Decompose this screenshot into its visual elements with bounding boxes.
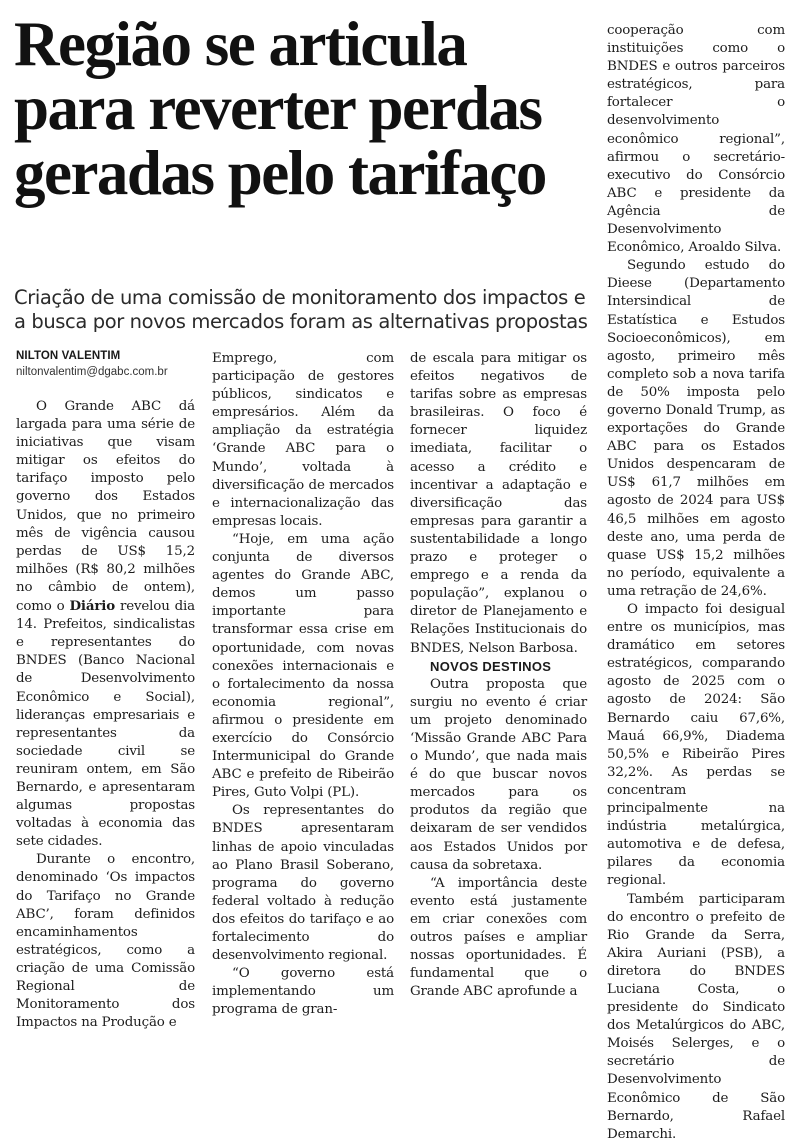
deck-subtitle: Criação de uma comissão de monitoramento dos impactos e a busca por novos mercados foram as alternativas propostas xyxy=(14,286,588,333)
newspaper-name: Diário xyxy=(69,598,116,615)
headline: Região se articula para reverter perdas geradas pelo tarifaço xyxy=(14,9,546,208)
section-subhead: NOVOS DESTINOS xyxy=(430,658,552,674)
paragraph: Durante o encontro, denominado ‘Os impactos do Tarifaço no Grande ABC’, foram definidos encaminhamentos estratégicos, como a criação de uma Comissão Regional de Monitoramento dos Impactos na Produção e xyxy=(16,852,195,1031)
text-run: O Grande ABC dá largada para uma série de iniciativas que visam mitigar os efeitos do tarifaço imposto pelo governo dos Estados Unidos, que no primeiro mês de vigência causou perdas de US$ 15,2 milhões (R$ 80,2 milhões no câmbio de ontem), como o xyxy=(16,399,195,615)
paragraph: de escala para mitigar os efeitos negativos de tarifas sobre as empresas brasileiras. O foco é fornecer liquidez imediata, facilitar o acesso a crédito e incentivar a adaptação e diversificação das empresas para garantir a sustentabilidade a longo prazo e proteger o emprego e a renda da população”, explanou o diretor de Planejamento e Relações Institucionais do BNDES, Nelson Barbosa. xyxy=(410,351,587,656)
author-name: NILTON VALENTIM xyxy=(16,350,121,362)
paragraph: O impacto foi desigual entre os municípios, mas dramático em setores estratégicos, comparando agosto de 2025 com o agosto de 2024: São Bernardo caiu 67,6%, Mauá 66,9%, Diadema 50,5% e Ribeirão Pires 32,2%. As perdas se concentram principalmente na indústria metalúrgica, automotiva e de defesa, pilares da economia regional. xyxy=(607,602,785,889)
author-email: niltonvalentim@dgabc.com.br xyxy=(16,366,168,378)
paragraph: “Hoje, em uma ação conjunta de diversos agentes do Grande ABC, demos um passo importante para transformar essa crise em oportunidade, com novas conexões internacionais e o fortalecimento da nossa economia regional”, afirmou o presidente em exercício do Consórcio Intermunicipal do Grande ABC e prefeito de Ribeirão Pires, Guto Volpi (PL). xyxy=(212,531,394,801)
paragraph: “A importância deste evento está justamente em criar conexões com outros países e ampliar nossas oportunidades. É fundamental que o Grande ABC aprofunde a xyxy=(410,875,587,1000)
column-1 xyxy=(16,398,195,1032)
column-3 xyxy=(410,350,587,1001)
paragraph: Outra proposta que surgiu no evento é criar um projeto denominado ‘Missão Grande ABC Para o Mundo’, que nada mais é do que buscar novos mercados para os produtos da região que deixaram de ser vendidos aos Estados Unidos por causa da sobretaxa. xyxy=(410,676,587,873)
paragraph xyxy=(16,398,195,851)
byline xyxy=(16,350,168,378)
paragraph: Os representantes do BNDES apresentaram linhas de apoio vinculadas ao Plano Brasil Soberano, programa do governo federal voltado à redução dos efeitos do tarifaço e ao fortalecimento do desenvolvimento regional. xyxy=(212,803,394,964)
paragraph: “O governo está implementando um programa de gran- xyxy=(212,966,394,1018)
paragraph: Também participaram do encontro o prefeito de Rio Grande da Serra, Akira Auriani (PSB), a diretora do BNDES Luciana Costa, o presidente do Sindicato dos Metalúrgicos do ABC, Moisés Selerges, e o secretário de Desenvolvimento Econômico de São Bernardo, Rafael Demarchi. xyxy=(607,891,785,1142)
text-run: revelou dia 14. Prefeitos, sindicalistas e representantes do BNDES (Banco Nacional de Desenvolvimento Econômico e Social), lideranças empresariais e representantes da sociedade civil se reuniram ontem, em São Bernardo, e apresentaram algumas propostas voltadas à economia das sete cidades. xyxy=(16,599,195,850)
paragraph: Segundo estudo do Dieese (Departamento Intersindical de Estatística e Estudos Socioeconômicos), em agosto, primeiro mês completo sob a nova tarifa de 50% imposta pelo governo Donald Trump, as exportações do Grande ABC para os Estados Unidos despencaram de US$ 61,7 milhões em agosto de 2024 para US$ 46,5 milhões em agosto deste ano, uma perda de quase US$ 15,2 milhões no período, equivalente a uma retração de 24,6%. xyxy=(607,258,785,599)
column-2 xyxy=(212,350,394,1019)
paragraph: Emprego, com participação de gestores públicos, sindicatos e empresários. Além da ampliação da estratégia ‘Grande ABC para o Mundo’, voltada à diversificação de mercados e internacionalização das empresas locais. xyxy=(212,351,394,529)
paragraph: cooperação com instituições como o BNDES e outros parceiros estratégicos, para fortalecer o desenvolvimento econômico regional”, afirmou o secretário-executivo do Consórcio ABC e presidente da Agência de Desenvolvimento Econômico, Aroaldo Silva. xyxy=(607,23,785,256)
column-4 xyxy=(607,22,785,1144)
